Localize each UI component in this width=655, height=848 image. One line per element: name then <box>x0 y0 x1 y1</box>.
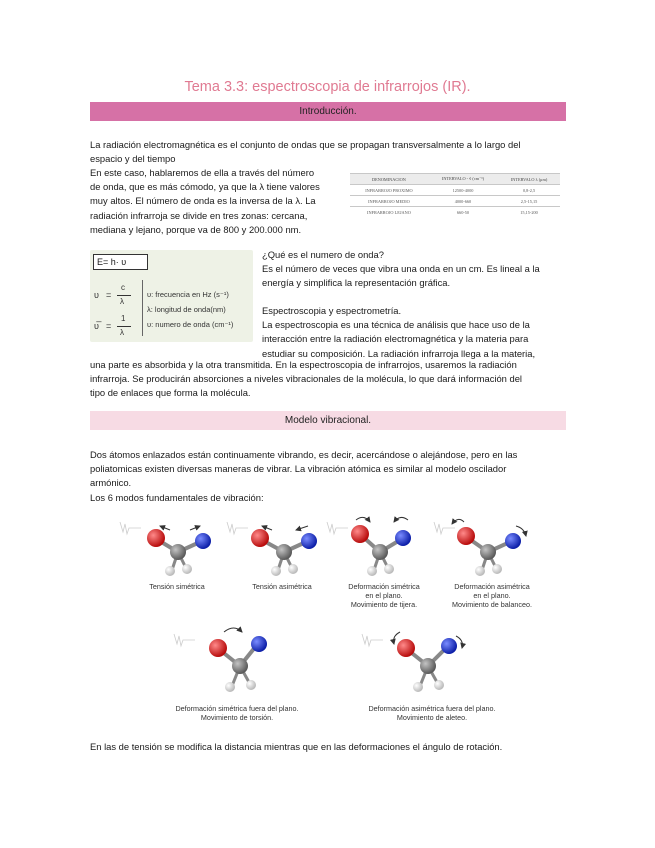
spectro-line-3: estudiar su composición. La radiación infrarroja llega a la materia, <box>262 347 536 359</box>
equals-symbol: = <box>106 290 112 300</box>
spectroscopy-heading: Espectroscopia y espectrometría. <box>262 305 402 316</box>
ir-regions-table <box>350 173 560 217</box>
numerator-one: 1 <box>121 314 126 323</box>
spectroscopy-continuation <box>90 358 566 401</box>
modes-intro: Los 6 modos fundamentales de vibración: <box>90 491 264 503</box>
table-cell: 0,8-2,5 <box>498 185 560 196</box>
question-text: ¿Qué es el numero de onda? <box>262 249 384 260</box>
table-row <box>350 207 560 218</box>
intro-paragraph <box>90 138 566 166</box>
denominator-lambda: λ <box>120 328 124 337</box>
table-row <box>350 185 560 196</box>
table-cell: 12500-4000 <box>428 185 498 196</box>
table-cell: INFRARROJO LEJANO <box>350 207 428 218</box>
spectro-line-1: La espectroscopia es una técnica de análisis que hace uso de la <box>262 319 530 331</box>
molecule-wagging <box>362 632 462 692</box>
table-cell: INFRARROJO MEDIO <box>350 196 428 207</box>
fraction-bar <box>117 326 131 327</box>
wave-number-question <box>262 248 566 291</box>
caption-mode-4: Deformación asimétrica en el plano. Movimiento de balanceo. <box>452 582 532 609</box>
wavelength-definition: λ: longitud de onda(nm) <box>147 305 226 314</box>
spectro-full-line-2: infrarroja. Se producirán absorciones a niveles vibracionales de la molécula, lo que dará información del <box>90 373 523 385</box>
section-header-vibrational: Modelo vibracional. <box>90 411 566 430</box>
table-cell: 4000-660 <box>428 196 498 207</box>
intro-line-2: espacio y del tiempo <box>90 153 176 165</box>
table-cell: 660-50 <box>428 207 498 218</box>
vibration-modes-figure <box>112 508 544 736</box>
equals-symbol: = <box>106 321 112 331</box>
table-cell: 2,5-15,15 <box>498 196 560 207</box>
answer-line-1: Es el número de veces que vibra una onda en un cm. Es lineal a la <box>262 263 540 275</box>
caption-mode-6: Deformación asimétrica fuera del plano. Movimiento de aleteo. <box>368 704 496 722</box>
table-header: INTERVALO λ (μm) <box>498 174 560 185</box>
molecule-symmetric-stretch <box>120 522 211 576</box>
vib-line-1: Dos átomos enlazados están continuamente vibrando, es decir, acercándose o alejándose, pero en las <box>90 449 518 460</box>
table-cell: INFRARROJO PROXIMO <box>350 185 428 196</box>
page-title: Tema 3.3: espectroscopia de infrarrojos (IR). <box>184 79 471 95</box>
wavenumber-symbol: υ̅ <box>94 321 99 331</box>
molecule-asymmetric-stretch <box>227 522 317 576</box>
spectro-line-2: interacción entre la radiación electromagnética y la materia para <box>262 333 529 345</box>
wave-line-4: radiación infrarroja se divide en tres zonas: cercana, <box>90 209 308 221</box>
table-row <box>350 196 560 207</box>
section-header-intro: Introducción. <box>90 102 566 121</box>
vib-line-2: poliatomicas existen diversas maneras de vibrar. La vibración atómica es similar al modelo oscilador <box>90 463 507 475</box>
wavenumber-definition: υ: numero de onda (cm⁻¹) <box>147 320 234 329</box>
numerator-c: c <box>121 283 125 292</box>
caption-mode-1: Tensión simétrica <box>149 582 205 591</box>
fraction-bar <box>117 295 131 296</box>
spectro-full-line-1: una parte es absorbida y la otra transmitida. En la espectroscopia de infrarrojos, usaremos la radiación <box>90 359 517 370</box>
spectroscopy-block <box>262 304 566 361</box>
molecule-twisting <box>174 628 267 692</box>
caption-mode-3: Deformación simétrica en el plano. Movimiento de tijera. <box>348 582 420 609</box>
wave-line-1: En este caso, hablaremos de ella a través del número <box>90 167 315 178</box>
vib-line-3: armónico. <box>90 477 132 489</box>
wave-line-5: mediana y lejano, porque va de 800 y 200.000 nm. <box>90 223 302 235</box>
wave-line-2: de onda, que es más cómodo, ya que la λ tiene valores <box>90 181 320 193</box>
molecule-scissoring <box>327 517 411 576</box>
table-header: INTERVALO - ṽ (cm⁻¹) <box>428 174 498 185</box>
intro-line-1: La radiación electromagnética es el conjunto de ondas que se propagan transversalmente a lo largo del <box>90 139 521 150</box>
formula-box <box>90 250 253 342</box>
closing-sentence: En las de tensión se modifica la distancia mientras que en las deformaciones el ángulo de rotación. <box>90 741 503 752</box>
spectro-full-line-3: tipo de enlaces que forma la molécula. <box>90 387 251 399</box>
upsilon-symbol: υ <box>94 290 99 300</box>
frequency-definition: υ: frecuencia en Hz (s⁻¹) <box>147 290 229 299</box>
divider <box>142 280 143 336</box>
wave-line-3: muy altos. El número de onda es la inversa de la λ. La <box>90 195 316 207</box>
denominator-lambda: λ <box>120 297 124 306</box>
molecule-rocking <box>434 519 526 576</box>
caption-mode-5: Deformación simétrica fuera del plano. Movimiento de torsión. <box>175 704 299 722</box>
answer-line-2: energía y simplifica la representación gráfica. <box>262 277 451 289</box>
caption-mode-2: Tensión asimétrica <box>252 582 312 591</box>
vibrational-paragraph <box>90 448 566 505</box>
energy-formula: E= h· υ <box>93 254 148 270</box>
table-cell: 15,15-200 <box>498 207 560 218</box>
wave-number-paragraph <box>90 166 336 237</box>
table-header: DENOMINACION <box>350 174 428 185</box>
